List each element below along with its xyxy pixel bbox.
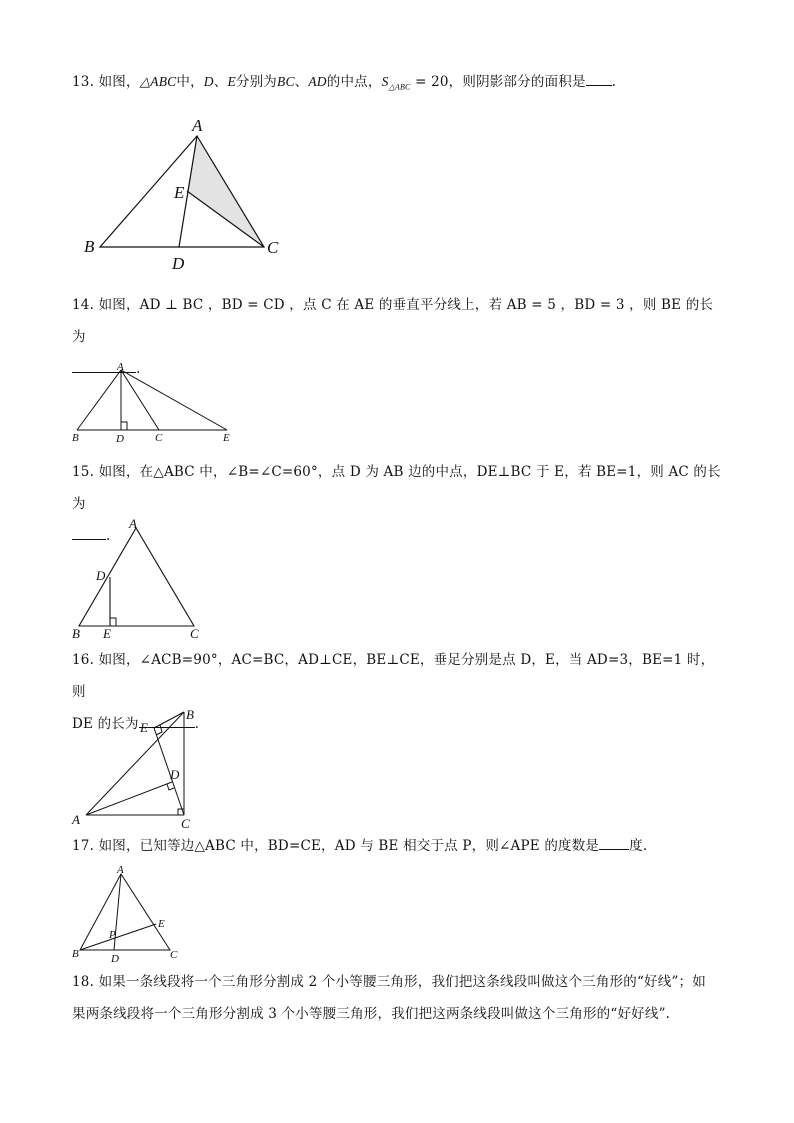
question-text: 的中点， (326, 74, 382, 90)
label-d: D (111, 953, 119, 965)
figure-17 (66, 862, 196, 966)
segment-ac (121, 370, 159, 430)
shaded-region (187, 136, 264, 247)
question-text: 分别为 (235, 74, 277, 90)
figure-13 (80, 112, 290, 272)
question-text: 如图，在△ABC 中，∠B=∠C=60°，点 D 为 AB 边的中点，DE⊥BC 于 E，若 BE=1，则 AC 的长为 (72, 464, 721, 512)
figure-16 (70, 700, 210, 830)
math-var: AD (308, 74, 327, 89)
triangle-abc (80, 874, 170, 950)
answer-blank[interactable] (599, 835, 629, 850)
label-e: E (103, 626, 111, 641)
right-angle-mark (110, 618, 116, 626)
question-number: 14. (72, 297, 95, 313)
label-a: A (192, 116, 203, 135)
question-number: 16. (72, 652, 95, 668)
math-var: BC (277, 74, 295, 89)
math-triangle: △ABC (139, 74, 177, 89)
question-text: 如图，∠ACB=90°，AC=BC，AD⊥CE，BE⊥CE，垂足分别是点 D，E，当 AD=3，BE=1 时，则 (72, 652, 715, 700)
label-e: E (158, 918, 165, 930)
question-text: 度. (629, 838, 648, 854)
segment-ad (86, 782, 172, 815)
figure-15 (66, 514, 216, 644)
label-e: E (174, 183, 185, 202)
label-d: D (170, 767, 180, 782)
math-var: D (203, 74, 214, 89)
question-text: DE 的长为 (72, 716, 139, 732)
question-text: 、 (213, 74, 228, 90)
question-text: . (194, 716, 200, 732)
label-b: B (72, 432, 79, 444)
label-d: D (96, 568, 106, 583)
right-angle-mark (121, 422, 127, 430)
right-angle-mark-d (167, 784, 174, 790)
label-a: A (117, 361, 124, 373)
label-c: C (267, 238, 279, 257)
question-number: 18. (72, 974, 95, 990)
label-b: B (72, 948, 79, 960)
question-text: . (106, 528, 111, 544)
question-text: 中， (176, 74, 204, 90)
math-var: E (227, 74, 236, 89)
label-c: C (190, 626, 199, 641)
question-17 (72, 830, 722, 862)
question-number: 17. (72, 838, 95, 854)
label-b: B (72, 626, 80, 641)
question-text: ，则阴影部分的面积是 (448, 74, 586, 90)
label-b: B (84, 237, 95, 256)
segment-ec (154, 728, 184, 815)
label-c: C (181, 816, 190, 830)
question-text: 、 (294, 74, 309, 90)
question-text: 果两条线段将一个三角形分割成 3 个小等腰三角形，我们把这两条线段叫做这个三角形的“好好线”. (72, 1006, 671, 1022)
question-text: . (136, 361, 141, 377)
label-a: A (72, 812, 80, 827)
label-a: A (129, 516, 137, 531)
question-text: . (611, 74, 617, 90)
label-c: C (170, 949, 178, 961)
area-symbol: $S_{\triangle ABC}$ (381, 74, 411, 92)
answer-blank[interactable] (586, 71, 612, 86)
label-a: A (117, 864, 124, 876)
math-value: = 20 (410, 74, 449, 90)
label-d: D (116, 433, 124, 445)
label-e: E (140, 720, 148, 735)
label-c: C (155, 432, 163, 444)
question-18 (72, 966, 722, 1030)
question-number: 13. (72, 74, 95, 90)
label-p: P (109, 929, 116, 941)
segment-be (154, 712, 184, 728)
label-d: D (172, 254, 185, 272)
figure-14 (66, 360, 246, 448)
segment-ab (77, 370, 121, 430)
segment-ae (121, 370, 227, 430)
question-text: 如果一条线段将一个三角形分割成 2 个小等腰三角形，我们把这条线段叫做这个三角形的“好线”；如 (98, 974, 706, 990)
question-text: 如图， (98, 74, 140, 90)
label-b: B (186, 707, 194, 722)
question-text: 如图，AD ⊥ BC ，BD = CD ，点 C 在 AE 的垂直平分线上，若 AB = 5 ，BD = 3 ，则 BE 的长为 (72, 297, 714, 345)
label-e: E (223, 432, 230, 444)
question-13 (72, 66, 722, 104)
question-text: 如图，已知等边△ABC 中，BD=CE，AD 与 BE 相交于点 P，则∠APE 的度数是 (98, 838, 600, 854)
segment-ab (86, 712, 184, 815)
question-number: 15. (72, 464, 95, 480)
